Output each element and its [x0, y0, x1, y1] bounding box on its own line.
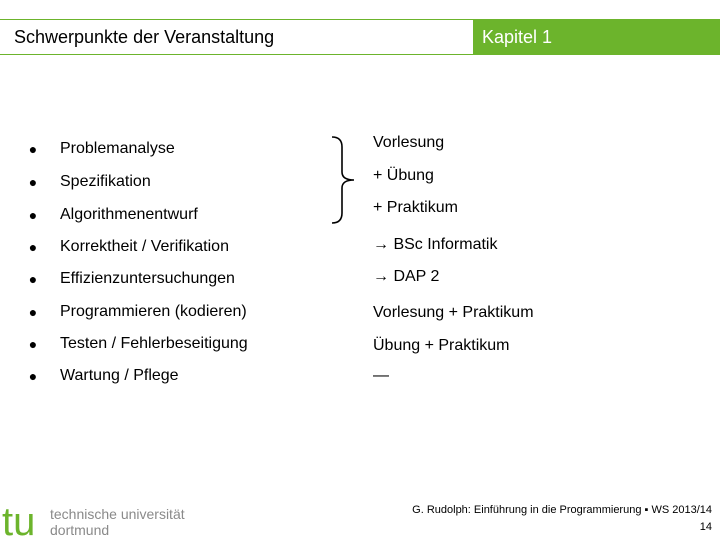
- course-annotation: Vorlesung: [373, 134, 445, 151]
- course-annotation: Übung + Praktikum: [373, 337, 510, 354]
- curly-brace-icon: [330, 135, 360, 225]
- slide-title: Schwerpunkte der Veranstaltung: [14, 27, 275, 47]
- course-annotation: Vorlesung + Praktikum: [373, 304, 534, 321]
- page-number: 14: [699, 521, 712, 533]
- bullet-icon: ●: [28, 336, 38, 352]
- bullet-icon: ●: [28, 368, 38, 384]
- bullet-icon: ●: [28, 271, 38, 287]
- bullet-icon: ●: [28, 207, 38, 223]
- chapter-label: Kapitel 1: [482, 27, 553, 47]
- bullet-icon: ●: [28, 239, 38, 255]
- bullet-icon: ●: [28, 304, 38, 320]
- logo-mark: tu: [2, 500, 36, 540]
- university-name: [50, 506, 185, 538]
- list-item: Problemanalyse: [60, 140, 175, 157]
- list-item: Korrektheit / Verifikation: [60, 238, 229, 255]
- bullet-icon: ●: [28, 141, 38, 157]
- footer-credit: G. Rudolph: Einführung in die Programmierung ▪ WS 2013/14: [412, 504, 712, 516]
- list-item: Effizienzuntersuchungen: [60, 270, 235, 287]
- university-line: technische universität: [50, 506, 185, 522]
- list-item: Algorithmenentwurf: [60, 206, 198, 223]
- course-annotation: —: [373, 367, 389, 384]
- list-item: Wartung / Pflege: [60, 367, 179, 384]
- course-annotation: + Übung: [373, 167, 434, 184]
- list-item: Programmieren (kodieren): [60, 303, 247, 320]
- course-annotation: → DAP 2: [373, 268, 440, 285]
- list-item: Testen / Fehlerbeseitigung: [60, 335, 248, 352]
- bullet-icon: ●: [28, 174, 38, 190]
- course-annotation: → BSc Informatik: [373, 236, 498, 253]
- list-item: Spezifikation: [60, 173, 151, 190]
- course-annotation: + Praktikum: [373, 199, 458, 216]
- university-line: dortmund: [50, 522, 110, 538]
